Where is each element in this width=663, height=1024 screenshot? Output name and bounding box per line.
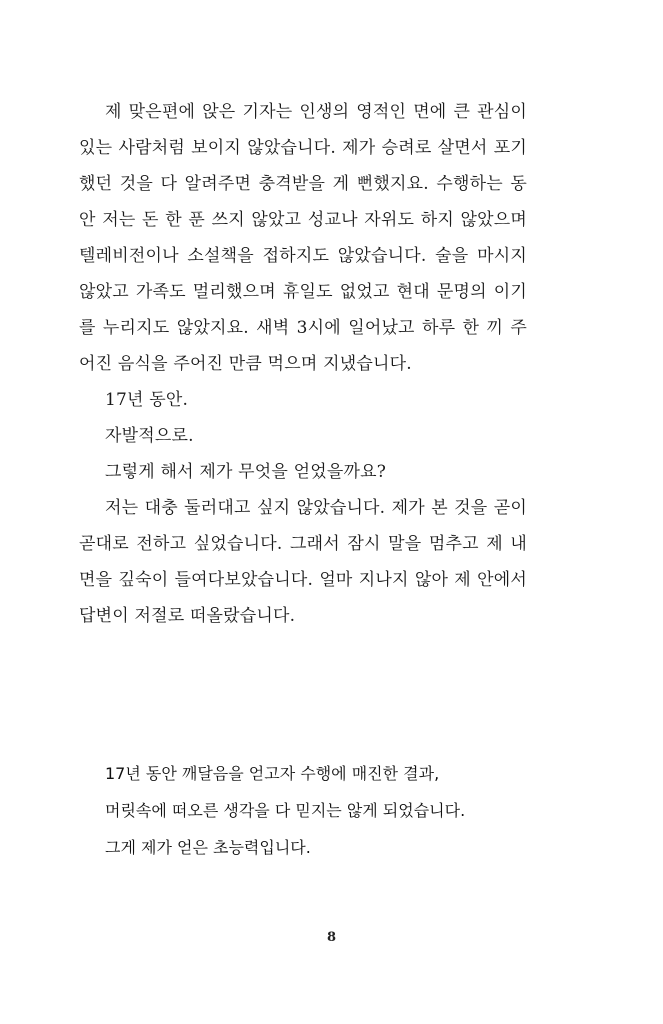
paragraph-seventeen-years: 17년 동안. bbox=[105, 390, 189, 410]
paragraph-answer: 저는 대충 둘러대고 싶지 않았습니다. 제가 본 것을 곧이곧대로 전하고 싶었습니다. 그래서 잠시 말을 멈추고 제 내면을 깊숙이 들여다보았습니다. 얼마 지나지 않아 제 안에서 답변이 저절로 떠올랐습니다. bbox=[79, 498, 527, 626]
paragraph-question: 그렇게 해서 제가 무엇을 얻었을까요? bbox=[105, 462, 387, 482]
body-text bbox=[79, 94, 527, 634]
page-number: 8 bbox=[326, 930, 337, 945]
emphasis-line: 머릿속에 떠오른 생각을 다 믿지는 않게 되었습니다. bbox=[105, 801, 466, 820]
paragraph-interview: 제 맞은편에 앉은 기자는 인생의 영적인 면에 큰 관심이 있는 사람처럼 보이지 않았습니다. 제가 승려로 살면서 포기했던 것을 다 알려주면 충격받을 게 뻔했지요. 수행하는 동안 저는 돈 한 푼 쓰지 않았고 성교나 자위도 하지 않았으며 텔레비전이나 소설책을 접하지도 않았습니다. 술을 마시지 않았고 가족도 멀리했으며 휴일도 없었고 현대 문명의 이기를 누리지도 않았지요. 새벽 3시에 일어났고 하루 한 끼 주어진 음식을 주어진 만큼 먹으며 지냈습니다. bbox=[79, 102, 527, 374]
paragraph-voluntarily: 자발적으로. bbox=[105, 426, 194, 446]
emphasis-line: 17년 동안 깨달음을 얻고자 수행에 매진한 결과, bbox=[105, 764, 440, 783]
emphasis-line: 그게 제가 얻은 초능력입니다. bbox=[105, 838, 311, 857]
emphasis-block bbox=[79, 755, 539, 866]
